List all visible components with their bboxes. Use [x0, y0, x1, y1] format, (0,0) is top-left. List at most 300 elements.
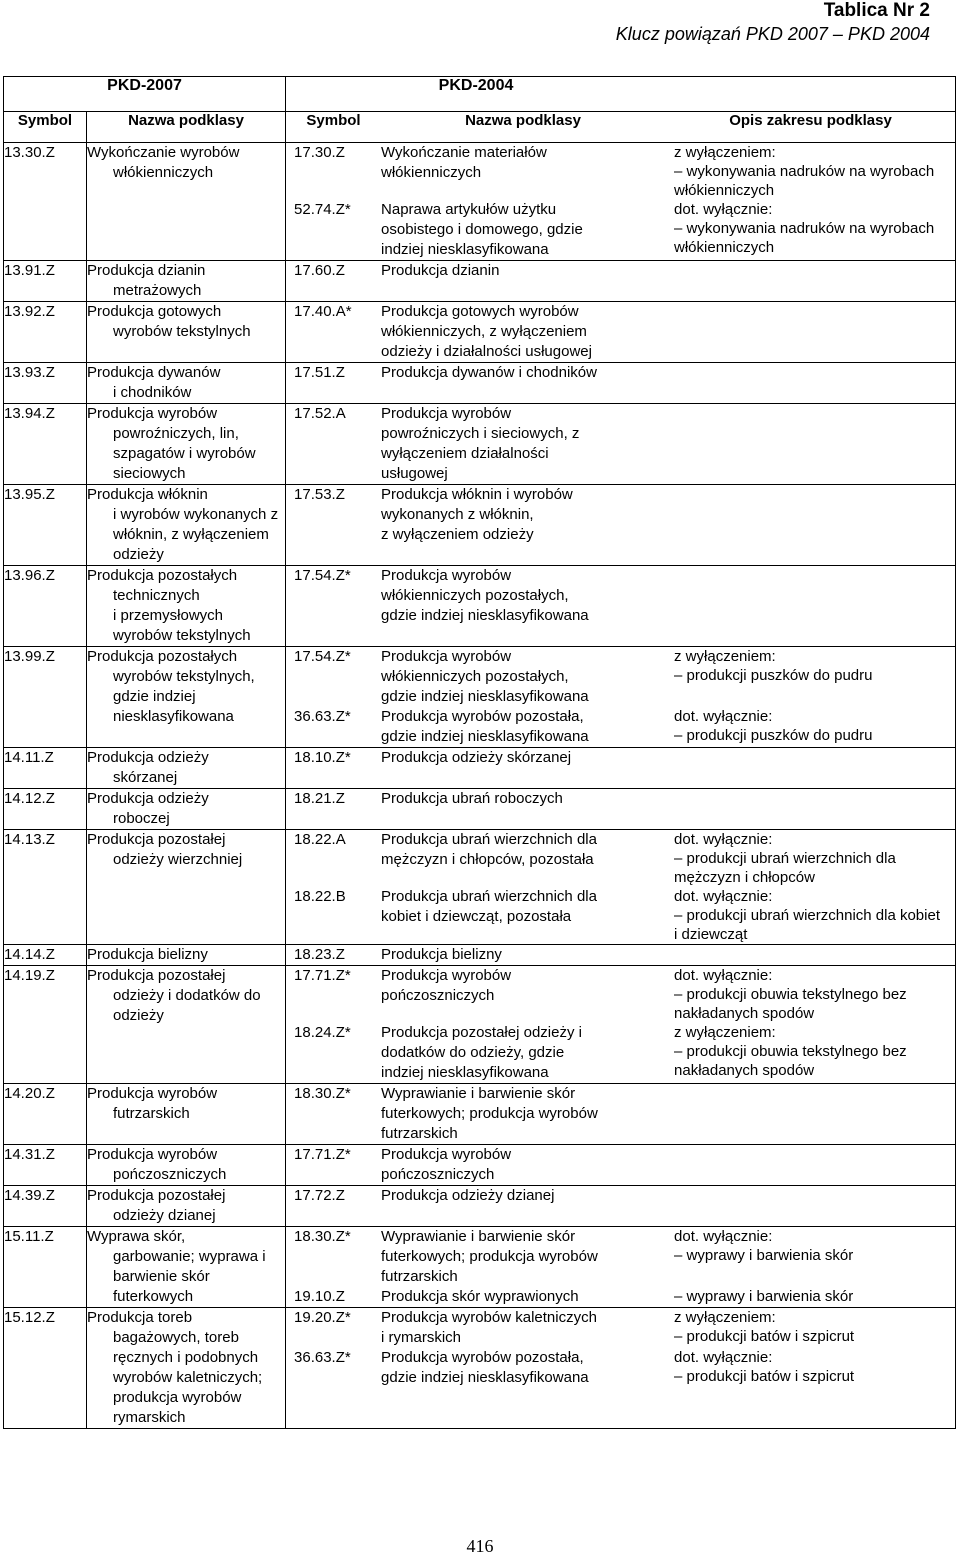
scope-description — [665, 302, 960, 362]
pkd2007-name — [87, 404, 286, 485]
name-line: powroźniczych, lin, — [113, 425, 239, 442]
name-line: Produkcja gotowych wyrobów — [381, 303, 579, 320]
table-row — [4, 404, 956, 485]
pkd2004-symbol: 17.54.Z* — [294, 648, 351, 665]
name-line: gdzie indziej niesklasyfikowana — [381, 728, 589, 745]
pkd2007-name — [87, 1227, 286, 1308]
name-line: Produkcja bielizny — [87, 946, 208, 963]
scope-description — [665, 566, 960, 626]
pkd2004-name — [381, 1186, 665, 1206]
description-line: – wyprawy i barwienia skór — [674, 1288, 854, 1305]
name-line: odzieży i dodatków do — [113, 987, 261, 1004]
pkd2004-mapping — [286, 1227, 956, 1308]
scope-description — [665, 1287, 960, 1307]
name-line: Produkcja dywanów i chodników — [381, 364, 597, 381]
name-line: Produkcja wyrobów — [87, 405, 218, 422]
pkd2004-name — [381, 887, 665, 944]
pkd2004-symbol: 19.10.Z — [294, 1288, 345, 1305]
name-line: futerkowych — [113, 1288, 194, 1305]
pkd2004-mapping — [286, 261, 956, 302]
name-line: metrażowych — [113, 282, 202, 299]
pkd2007-name — [87, 966, 286, 1084]
pkd2004-name — [381, 748, 665, 768]
scope-description — [665, 363, 960, 383]
pkd2004-mapping — [286, 302, 956, 363]
pkd2004-entry — [286, 566, 955, 626]
table-row — [4, 485, 956, 566]
name-line: odzieży i działalności usługowej — [381, 343, 592, 360]
mapping-table — [3, 76, 956, 1429]
scope-description — [665, 1186, 960, 1206]
pkd2004-mapping — [286, 1308, 956, 1429]
name-line: i chodników — [113, 384, 192, 401]
pkd2007-symbol: 13.92.Z — [4, 302, 87, 363]
name-line: Produkcja włóknin — [87, 486, 208, 503]
name-line: Produkcja wyrobów pozostała, — [381, 708, 584, 725]
pkd2007-name — [87, 789, 286, 830]
pkd2007-name — [87, 302, 286, 363]
description-line: z wyłączeniem: — [674, 1309, 776, 1326]
name-line: mężczyzn i chłopców, pozostała — [381, 851, 594, 868]
description-line: – produkcji obuwia tekstylnego bez — [674, 1043, 907, 1060]
description-line: i dziewcząt — [674, 926, 748, 943]
name-line: odzieży — [113, 1007, 164, 1024]
pkd2004-entry — [286, 363, 955, 383]
col-desc: Opis zakresu podklasy — [729, 112, 892, 129]
name-line: Produkcja ubrań roboczych — [381, 790, 563, 807]
page-number: 416 — [466, 1536, 494, 1556]
pkd2007-name — [87, 143, 286, 261]
pkd2004-name — [381, 1308, 665, 1348]
pkd2004-entry — [286, 748, 955, 768]
table-row — [4, 789, 956, 830]
table-row — [4, 302, 956, 363]
name-line: Produkcja gotowych — [87, 303, 222, 320]
pkd2004-name — [381, 200, 665, 260]
description-line: włókienniczych — [674, 239, 775, 256]
name-line: gdzie indziej — [113, 688, 196, 705]
pkd2007-symbol: 13.99.Z — [4, 647, 87, 748]
pkd2007-symbol: 13.96.Z — [4, 566, 87, 647]
pkd2004-entry — [286, 647, 955, 707]
pkd2004-entry — [286, 261, 955, 281]
col-symbol-2007: Symbol — [4, 112, 87, 143]
name-line: Produkcja toreb — [87, 1309, 193, 1326]
pkd2004-symbol: 19.20.Z* — [294, 1309, 351, 1326]
description-line: dot. wyłącznie: — [674, 1228, 773, 1245]
pkd2007-name — [87, 945, 286, 966]
pkd2007-symbol: 14.20.Z — [4, 1084, 87, 1145]
table-row — [4, 363, 956, 404]
name-line: Produkcja dzianin — [381, 262, 500, 279]
col-name-2004: Nazwa podklasy — [465, 112, 581, 129]
pkd2004-name — [381, 261, 665, 281]
pkd2004-entry — [286, 404, 955, 484]
name-line: Produkcja wyrobów — [381, 567, 512, 584]
name-line: niesklasyfikowana — [113, 708, 234, 725]
pkd2007-name — [87, 261, 286, 302]
name-line: Produkcja dzianin — [87, 262, 206, 279]
description-line: – produkcji batów i szpicrut — [674, 1328, 855, 1345]
pkd2004-name — [381, 485, 665, 545]
pkd2004-symbol: 18.21.Z — [294, 790, 345, 807]
scope-description — [665, 830, 960, 887]
name-line: technicznych — [113, 587, 200, 604]
name-line: włókienniczych — [113, 164, 214, 181]
name-line: Wykończanie wyrobów — [87, 144, 240, 161]
pkd2004-entry — [286, 789, 955, 809]
pkd2004-entry — [286, 945, 955, 965]
pkd2004-symbol: 18.22.A — [294, 831, 346, 848]
table-row — [4, 1084, 956, 1145]
name-line: Produkcja wyrobów — [381, 1146, 512, 1163]
pkd2004-mapping — [286, 966, 956, 1084]
description-line: dot. wyłącznie: — [674, 831, 773, 848]
pkd2004-mapping — [286, 945, 956, 966]
description-line: nakładanych spodów — [674, 1062, 815, 1079]
name-line: Produkcja odzieży dzianej — [381, 1187, 555, 1204]
name-line: odzieży wierzchniej — [113, 851, 243, 868]
table-row — [4, 261, 956, 302]
name-line: włókienniczych, z wyłączeniem — [381, 323, 587, 340]
name-line: Produkcja wyrobów — [87, 1146, 218, 1163]
name-line: i wyrobów wykonanych z — [113, 506, 279, 523]
pkd2004-name — [381, 966, 665, 1023]
table-row — [4, 1227, 956, 1308]
pkd2007-symbol: 13.94.Z — [4, 404, 87, 485]
table-row — [4, 647, 956, 748]
table-row — [4, 748, 956, 789]
name-line: wyrobów tekstylnych — [113, 323, 251, 340]
name-line: Wyprawa skór, — [87, 1228, 186, 1245]
pkd2004-name — [381, 830, 665, 887]
scope-description — [665, 1023, 960, 1083]
pkd2004-symbol: 17.52.A — [294, 405, 346, 422]
pkd2004-mapping — [286, 485, 956, 566]
scope-description — [665, 143, 960, 200]
name-line: Produkcja pozostałej — [87, 831, 226, 848]
pkd2004-symbol: 17.60.Z — [294, 262, 345, 279]
name-line: Naprawa artykułów użytku — [381, 201, 557, 218]
description-line: – wykonywania nadruków na wyrobach — [674, 163, 935, 180]
pkd2004-name — [381, 363, 665, 383]
pkd2004-name — [381, 566, 665, 626]
pkd2004-name — [381, 143, 665, 200]
pkd2007-name — [87, 1084, 286, 1145]
table-row — [4, 830, 956, 945]
pkd2004-symbol: 18.23.Z — [294, 946, 345, 963]
table-row — [4, 566, 956, 647]
name-line: Produkcja pozostałych — [87, 648, 238, 665]
pkd2004-symbol: 17.40.A* — [294, 303, 352, 320]
name-line: produkcja wyrobów — [113, 1389, 242, 1406]
pkd2004-name — [381, 707, 665, 747]
pkd2004-symbol: 52.74.Z* — [294, 201, 351, 218]
table-row — [4, 945, 956, 966]
scope-description — [665, 647, 960, 707]
col-name-2007: Nazwa podklasy — [87, 112, 286, 143]
pkd2004-name — [381, 1227, 665, 1287]
name-line: ręcznych i podobnych — [113, 1349, 259, 1366]
name-line: Produkcja pozostałych — [87, 567, 238, 584]
scope-description — [665, 707, 960, 747]
pkd2004-entry — [286, 200, 955, 260]
name-line: Produkcja bielizny — [381, 946, 502, 963]
pkd2004-mapping — [286, 1186, 956, 1227]
pkd2004-symbol: 36.63.Z* — [294, 708, 351, 725]
name-line: pończoszniczych — [381, 987, 495, 1004]
pkd2007-symbol: 14.19.Z — [4, 966, 87, 1084]
name-line: wyłączeniem działalności — [381, 445, 549, 462]
name-line: dodatków do odzieży, gdzie — [381, 1044, 565, 1061]
name-line: indziej niesklasyfikowana — [381, 1064, 549, 1081]
name-line: włókienniczych pozostałych, — [381, 668, 569, 685]
pkd2004-name — [381, 1084, 665, 1144]
pkd2007-symbol: 14.14.Z — [4, 945, 87, 966]
name-line: Produkcja włóknin i wyrobów — [381, 486, 573, 503]
scope-description — [665, 748, 960, 768]
name-line: szpagatów i wyrobów — [113, 445, 256, 462]
description-line: – produkcji ubrań wierzchnich dla — [674, 850, 896, 867]
pkd2007-symbol: 13.95.Z — [4, 485, 87, 566]
pkd2004-entry — [286, 1023, 955, 1083]
pkd2007-name — [87, 363, 286, 404]
name-line: Produkcja odzieży — [87, 749, 209, 766]
table-body — [4, 143, 956, 1429]
pkd2004-name — [381, 302, 665, 362]
page-header — [616, 0, 930, 46]
col-2004-headers — [286, 112, 956, 143]
description-line: dot. wyłącznie: — [674, 201, 773, 218]
pkd2004-entry — [286, 1186, 955, 1206]
name-line: powroźniczych i sieciowych, z — [381, 425, 580, 442]
pkd2007-name — [87, 748, 286, 789]
name-line: Produkcja odzieży skórzanej — [381, 749, 572, 766]
name-line: Produkcja pozostałej — [87, 967, 226, 984]
pkd2007-symbol: 14.13.Z — [4, 830, 87, 945]
scope-description — [665, 200, 960, 260]
pkd2004-name — [381, 945, 665, 965]
name-line: wyrobów kaletniczych; — [113, 1369, 263, 1386]
table-subtitle: Klucz powiązań PKD 2007 – PKD 2004 — [615, 24, 930, 44]
description-line: włókienniczych — [674, 182, 775, 199]
pkd2004-entry — [286, 966, 955, 1023]
pkd2007-symbol: 14.31.Z — [4, 1145, 87, 1186]
pkd2004-entry — [286, 707, 955, 747]
name-line: Produkcja wyrobów — [87, 1085, 218, 1102]
description-line: mężczyzn i chłopców — [674, 869, 815, 886]
name-line: Produkcja ubrań wierzchnich dla — [381, 831, 597, 848]
name-line: odzieży dzianej — [113, 1207, 216, 1224]
group-header-pkd2004 — [286, 77, 956, 112]
description-line: – produkcji ubrań wierzchnich dla kobiet — [674, 907, 940, 924]
name-line: włókienniczych — [381, 164, 482, 181]
name-line: roboczej — [113, 810, 170, 827]
table-row — [4, 1186, 956, 1227]
name-line: usługowej — [381, 465, 448, 482]
name-line: futrzarskich — [381, 1125, 458, 1142]
description-line: nakładanych spodów — [674, 1005, 815, 1022]
name-line: i rymarskich — [381, 1329, 462, 1346]
pkd2004-symbol: 17.72.Z — [294, 1187, 345, 1204]
pkd2007-symbol: 15.11.Z — [4, 1227, 87, 1308]
name-line: futerkowych; produkcja wyrobów — [381, 1105, 598, 1122]
name-line: pończoszniczych — [113, 1166, 227, 1183]
pkd2004-mapping — [286, 566, 956, 647]
name-line: Produkcja pozostałej odzieży i — [381, 1024, 582, 1041]
table-row — [4, 1308, 956, 1429]
scope-description — [665, 789, 960, 809]
name-line: włókienniczych pozostałych, — [381, 587, 569, 604]
name-line: wyrobów tekstylnych, — [113, 668, 255, 685]
pkd2004-name — [381, 1145, 665, 1185]
pkd2004-name — [381, 1023, 665, 1083]
pkd2004-entry — [286, 302, 955, 362]
pkd2007-name — [87, 566, 286, 647]
name-line: z wyłączeniem odzieży — [381, 526, 534, 543]
name-line: indziej niesklasyfikowana — [381, 241, 549, 258]
pkd2004-mapping — [286, 1145, 956, 1186]
name-line: wykonanych z włóknin, — [381, 506, 534, 523]
pkd2007-symbol: 13.93.Z — [4, 363, 87, 404]
pkd2004-mapping — [286, 363, 956, 404]
pkd2004-entry — [286, 1348, 955, 1388]
pkd2007-symbol: 15.12.Z — [4, 1308, 87, 1429]
pkd2004-name — [381, 1287, 665, 1307]
pkd2007-symbol: 14.12.Z — [4, 789, 87, 830]
pkd2004-mapping — [286, 1084, 956, 1145]
scope-description — [665, 887, 960, 944]
description-line: – produkcji puszków do pudru — [674, 667, 873, 684]
pkd2004-entry — [286, 143, 955, 200]
scope-description — [665, 945, 960, 965]
description-line: dot. wyłącznie: — [674, 708, 773, 725]
pkd2004-symbol: 36.63.Z* — [294, 1349, 351, 1366]
pkd2004-entry — [286, 1145, 955, 1185]
pkd2007-name — [87, 1145, 286, 1186]
pkd2004-name — [381, 1348, 665, 1388]
pkd2004-mapping — [286, 830, 956, 945]
description-line: – wykonywania nadruków na wyrobach — [674, 220, 935, 237]
table-row — [4, 1145, 956, 1186]
name-line: Produkcja skór wyprawionych — [381, 1288, 579, 1305]
scope-description — [665, 261, 960, 281]
description-line: dot. wyłącznie: — [674, 1349, 773, 1366]
name-line: Wyprawianie i barwienie skór — [381, 1085, 576, 1102]
name-line: gdzie indziej niesklasyfikowana — [381, 607, 589, 624]
scope-description — [665, 1084, 960, 1144]
name-line: Produkcja dywanów — [87, 364, 221, 381]
pkd2004-name — [381, 647, 665, 707]
name-line: bagażowych, toreb — [113, 1329, 239, 1346]
pkd2004-mapping — [286, 404, 956, 485]
pkd2007-name — [87, 830, 286, 945]
name-line: osobistego i domowego, gdzie — [381, 221, 583, 238]
pkd2004-entry — [286, 830, 955, 887]
name-line: sieciowych — [113, 465, 186, 482]
pkd2004-symbol: 18.30.Z* — [294, 1085, 351, 1102]
scope-description — [665, 966, 960, 1023]
name-line: Produkcja odzieży — [87, 790, 209, 807]
description-line: dot. wyłącznie: — [674, 888, 773, 905]
name-line: odzieży — [113, 546, 164, 563]
description-line: – produkcji batów i szpicrut — [674, 1368, 855, 1385]
name-line: gdzie indziej niesklasyfikowana — [381, 688, 589, 705]
scope-description — [665, 485, 960, 545]
pkd2004-symbol: 17.30.Z — [294, 144, 345, 161]
pkd2007-symbol: 14.11.Z — [4, 748, 87, 789]
name-line: włóknin, z wyłączeniem — [113, 526, 269, 543]
pkd2004-mapping — [286, 748, 956, 789]
pkd2007-name — [87, 647, 286, 748]
description-line: dot. wyłącznie: — [674, 967, 773, 984]
pkd2007-name — [87, 1308, 286, 1429]
pkd2004-entry — [286, 1308, 955, 1348]
pkd2004-entry — [286, 1287, 955, 1307]
name-line: Produkcja wyrobów pozostała, — [381, 1349, 584, 1366]
name-line: i przemysłowych — [113, 607, 224, 624]
name-line: Produkcja wyrobów kaletniczych — [381, 1309, 597, 1326]
table-row — [4, 966, 956, 1084]
name-line: Produkcja pozostałej — [87, 1187, 226, 1204]
group-header-pkd2007: PKD-2007 — [4, 77, 286, 112]
name-line: Wykończanie materiałów — [381, 144, 547, 161]
pkd2004-entry — [286, 1084, 955, 1144]
pkd2004-entry — [286, 485, 955, 545]
scope-description — [665, 1308, 960, 1348]
description-line: z wyłączeniem: — [674, 144, 776, 161]
pkd2004-entry — [286, 887, 955, 944]
pkd2004-label: PKD-2004 — [438, 77, 514, 94]
pkd2007-name — [87, 485, 286, 566]
col-symbol-2004: Symbol — [306, 112, 361, 129]
name-line: Wyprawianie i barwienie skór — [381, 1228, 576, 1245]
pkd2004-symbol: 18.10.Z* — [294, 749, 351, 766]
pkd2004-mapping — [286, 789, 956, 830]
name-line: barwienie skór — [113, 1268, 210, 1285]
name-line: Produkcja wyrobów — [381, 967, 512, 984]
table-title: Tablica Nr 2 — [823, 0, 930, 21]
pkd2004-symbol: 17.51.Z — [294, 364, 345, 381]
pkd2004-name — [381, 404, 665, 484]
pkd2004-symbol: 18.24.Z* — [294, 1024, 351, 1041]
pkd2007-name — [87, 1186, 286, 1227]
pkd2004-symbol: 17.53.Z — [294, 486, 345, 503]
scope-description — [665, 1145, 960, 1185]
description-line: – produkcji obuwia tekstylnego bez — [674, 986, 907, 1003]
description-line: z wyłączeniem: — [674, 648, 776, 665]
pkd2004-symbol: 18.30.Z* — [294, 1228, 351, 1245]
name-line: pończoszniczych — [381, 1166, 495, 1183]
scope-description — [665, 404, 960, 484]
name-line: Produkcja ubrań wierzchnich dla — [381, 888, 597, 905]
name-line: futrzarskich — [113, 1105, 190, 1122]
pkd2004-entry — [286, 1227, 955, 1287]
name-line: garbowanie; wyprawa i — [113, 1248, 266, 1265]
pkd2007-symbol: 13.91.Z — [4, 261, 87, 302]
table-row — [4, 143, 956, 261]
description-line: – wyprawy i barwienia skór — [674, 1247, 854, 1264]
pkd2004-symbol: 17.71.Z* — [294, 967, 351, 984]
pkd2004-symbol: 17.71.Z* — [294, 1146, 351, 1163]
name-line: futerkowych; produkcja wyrobów — [381, 1248, 598, 1265]
description-line: z wyłączeniem: — [674, 1024, 776, 1041]
scope-description — [665, 1227, 960, 1287]
description-line: – produkcji puszków do pudru — [674, 727, 873, 744]
pkd2004-symbol: 18.22.B — [294, 888, 346, 905]
scope-description — [665, 1348, 960, 1388]
pkd2007-symbol: 13.30.Z — [4, 143, 87, 261]
